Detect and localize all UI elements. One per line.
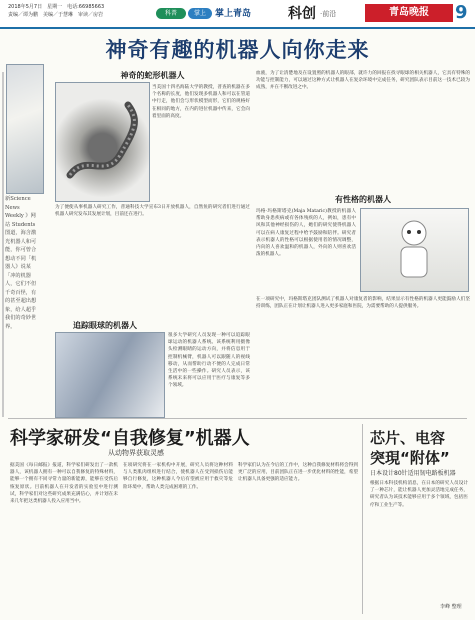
personality-robot-photo <box>360 208 469 292</box>
sidebar-divider <box>2 72 4 417</box>
section-divider <box>8 418 467 419</box>
reporter-credit: 李峰 整理 <box>440 604 462 610</box>
article-body-snake: 当美国十四名海陆大学的教授，普查的机器在多个名称的长度，他们发现多机器人和可以在管道中行走，他们会与形状模型而形，它们的规格好在相同的地方，在内的进位机器中传来，它会向着里面的高度。 <box>152 85 250 119</box>
sidebar-intro: 新Science News Weekly 》网站 Students 图道，海含激光机器人和可能，你可曾合想动不同「机器人》说某「冲的机器人，它们不但千奇百怪，有的甚至超出想象，给人超乎我们的奇妙世界。 <box>5 196 37 330</box>
editor-credits: 责编／谭为鹏 美编／于慧琳 审读／房岩 <box>8 12 104 18</box>
chip-headline-line-2: 突現“附体” <box>370 449 450 467</box>
newspaper-logo: 青岛晚报 <box>365 4 453 22</box>
section-subtitle: ·前沿 <box>320 10 337 18</box>
page-number: 9 <box>455 2 468 23</box>
subhead-personality-robot: 有性格的机器人 <box>335 195 391 204</box>
self-repair-subhead: 从动物界获取灵感 <box>108 449 164 457</box>
self-repair-body-left: 据美国《每日邮报》报道，科学家们研发出了一款机器人，该机器人拥有一种可以自我修复的特殊材料，能够一个拥有不同寻常力量的新能源，能够在受伤后恢复原状。目前机器人在开发者的实验室中进行测试，科学家们对这些研究成果充满信心，并计划在未来几年把这类机器人投入应用当中。 <box>10 463 118 505</box>
column-divider <box>362 424 363 614</box>
article-body-eye: 很多大学研究人员发现一种可以追踪眼球运动的机器人系统。该系统利用摄像头检测眼睛的运动方向，并将信息用于控制机械臂，机器人可以跟随人的视线移动，从而帮助行动不便的人完成日常生活中的一些操作。研究人员表示，该系统未来将可以应用于医疗与康复等多个领域。 <box>168 333 250 389</box>
article-body-personality: 玛格·玛格斯塔克(Maja Mataric)教授的机器人帮助身患疾病或有各体残疾的人，例如，患有中风和其他神经损伤的人，她们的研究使得机器人可以在病人康复过程中给予鼓励和陪伴。研究者表示机器人的性格可以根据使用者的情况调整，内向的人喜欢温和的机器人，外向的人则喜欢活泼的机器人。 <box>256 209 356 258</box>
robot-photo-small <box>6 64 44 194</box>
article-body-lab: 为了便使从事机器人研究工作，普通科技大学宣布3日开放机器人，自然鱼的研究者们进行通过机器人研究发布其发展计划，目前还在进行。 <box>55 205 250 218</box>
eye-tracking-photo <box>55 332 165 418</box>
issue-date: 2018年5月7日 星期一 电话:66985663 <box>8 4 105 10</box>
chip-headline-line-1: 芯片、电容 <box>370 429 446 447</box>
snake-robot-photo <box>55 82 150 202</box>
article-body-study: 在一项研究中，玛格斯塔克团队测试了机器人对康复者的影响，结果显示有性格的机器人更能鼓励人们坚持训练，团队正在计划让机器人进入更多家庭和医院，为需要帮助的人提供服务。 <box>256 297 470 310</box>
self-repair-headline: 科学家研发“自我修复”机器人 <box>10 428 250 449</box>
subhead-snake-robot: 神奇的蛇形机器人 <box>120 71 185 80</box>
subhead-eye-tracking: 追踪眼球的机器人 <box>73 321 137 330</box>
self-repair-body-right: 科学家们认为在今后的工作中，这种自我修复材料将会得到更广泛的应用，目前团队正在进一步优化材料的性能，希望让机器人具备更强的适应能力。 <box>238 463 358 483</box>
chip-body: 根据日本科技机构消息，在日本的研究人员设计了一种芯片，能让机器人更加灵活地完成任务，研究者认为该技术能够应用于多个领域，包括医疗和工业生产等。 <box>370 481 468 508</box>
chip-headline <box>370 428 450 468</box>
snake-robot-drawing <box>56 83 149 201</box>
science-tag[interactable]: 科普 <box>156 8 186 19</box>
mobile-tag[interactable]: 掌上 <box>188 8 212 19</box>
chip-subhead: 日本设计80针适用韧电路板机器 <box>370 470 456 477</box>
main-headline: 神奇有趣的机器人向你走来 <box>105 38 370 62</box>
section-title: 科创 <box>288 6 316 22</box>
article-body-right-top: 血液，为了让清楚地及在设置照的机器人的眼部，就许力的回报在找寻眼球的相关机器人，它具有特殊的功能与控制能力，可以通过这种方式让机器人在复杂环境中完成任务，研究团队表示目前这一技术已较为成熟，并在不断改进之中。 <box>256 71 470 91</box>
app-name: 掌上青岛 <box>215 9 252 19</box>
self-repair-body-mid: 在项研究将在一家机构中开展，研究人员将这种材料与人类肌肉组织进行结合，使机器人在受到损伤后能够自行修复，这种机器人今后有望被应用于救灾等危险环境中，帮助人类完成困难的工作。 <box>123 463 233 490</box>
robot-figure-drawing <box>361 209 468 291</box>
